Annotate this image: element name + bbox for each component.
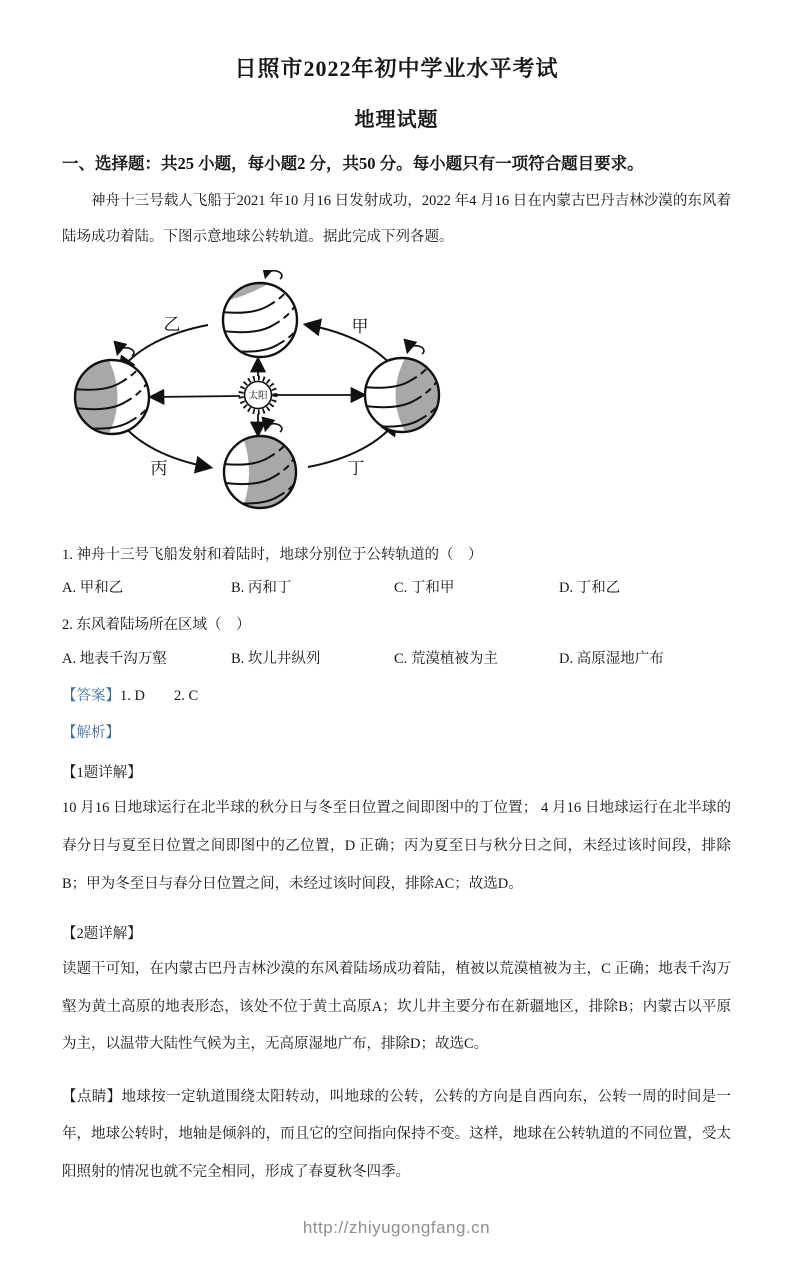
earth-icon-top: [217, 271, 304, 359]
answer-text: 1. D 2. C: [120, 688, 199, 705]
question-1-stem: 1. 神舟十三号飞船发射和着陆时，地球分别位于公转轨道的（ ）: [62, 546, 483, 563]
footer-url: http://zhiyugongfang.cn: [302, 1217, 491, 1237]
orbit-label-bing: 丙: [150, 458, 168, 478]
question-1-options: [62, 572, 731, 605]
explanation-2-body: 读题干可知，在内蒙古巴丹吉林沙漠的东风着陆场成功着陆，植被以荒漠植被为主，C 正确；地表千沟万壑为黄土高原的地表形态，该处不位于黄土高原A；坎儿井主要分布在新疆地区，排除B；内蒙古以平原为主，以温带大陆性气候为主，无高原湿地广布，排除D；故选C。: [62, 961, 731, 1053]
analysis-line: [62, 717, 731, 750]
sun-label: 太阳: [248, 391, 268, 402]
earth-icon-left: [69, 348, 156, 436]
rotation-arrow-icon: [266, 271, 282, 279]
question-1-option-c: C. 丁和甲: [394, 580, 455, 597]
orbit-label-yi: 乙: [163, 314, 181, 334]
orbit-label-jia: 甲: [351, 316, 369, 336]
tip-body: 地球按一定轨道围绕太阳转动，叫地球的公转，公转的方向是自西向东，公转一周的时间是一年，地球公转时，地轴是倾斜的，而且它的空间指向保持不变。这样，地球在公转轨道的不同位置，受太阳照射的情况也就不完全相同，形成了春夏秋冬四季。: [62, 1088, 731, 1180]
doc-title: 日照市2022年初中学业水平考试: [234, 56, 559, 81]
answer-label: 【答案】: [62, 688, 120, 705]
orbit-diagram: [64, 270, 731, 535]
question-2-option-a: A. 地表千沟万壑: [62, 650, 167, 667]
explanation-1-body: 10 月16 日地球运行在北半球的秋分日与冬至日位置之间即图中的丁位置； 4 月16 日地球运行在北半球的春分日与夏至日位置之间即图中的乙位置，D 正确；丙为夏至日与秋分日之间，未经过该时间段，排除B；甲为冬至日与春分日位置之间，未经过该时间段，排除AC；故选D。: [62, 800, 731, 892]
sun-icon: [241, 378, 275, 412]
question-1-option-d: D. 丁和乙: [559, 580, 621, 597]
orbit-label-ding: 丁: [347, 458, 365, 478]
rotation-arrow-icon: [118, 348, 134, 356]
question-1-option-b: B. 丙和丁: [231, 580, 292, 597]
earth-icon-right: [359, 346, 446, 434]
intro-paragraph: 神舟十三号载人飞船于2021 年10 月16 日发射成功，2022 年4 月16 日在内蒙古巴丹吉林沙漠的东风着陆场成功着陆。下图示意地球公转轨道。据此完成下列各题。: [62, 192, 731, 245]
analysis-label: 【解析】: [62, 725, 120, 742]
question-2-option-d: D. 高原湿地广布: [559, 650, 664, 667]
question-2-option-c: C. 荒漠植被为主: [394, 650, 498, 667]
question-1-option-a: A. 甲和乙: [62, 580, 124, 597]
doc-subtitle: 地理试题: [354, 109, 439, 131]
tip-label: 【点睛】: [62, 1088, 122, 1105]
question-2-stem: 2. 东风着陆场所在区域（ ）: [62, 617, 251, 634]
tip-paragraph: [62, 1079, 731, 1192]
explanation-1-heading: 【1题详解】: [62, 764, 142, 781]
explanation-2-heading: 【2题详解】: [62, 925, 142, 942]
rotation-arrow-icon: [408, 346, 424, 354]
answer-line: [62, 680, 731, 713]
section-heading: 一、选择题：共25 小题，每小题2 分，共50 分。每小题只有一项符合题目要求。: [62, 154, 644, 173]
question-2-options: [62, 643, 731, 676]
rotation-arrow-icon: [266, 424, 282, 432]
earth-revolution-diagram: [64, 270, 484, 530]
question-2-option-b: B. 坎儿井纵列: [231, 650, 321, 667]
earth-icon-bottom: [218, 424, 303, 510]
